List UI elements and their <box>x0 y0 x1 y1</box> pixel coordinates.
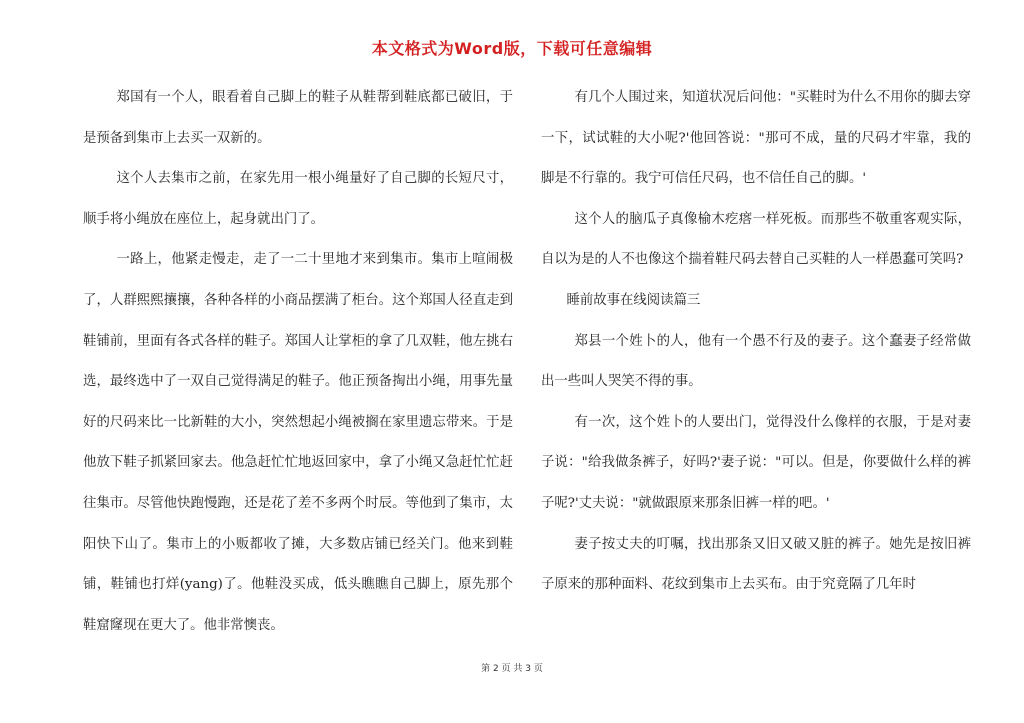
document-header-title: 本文格式为Word版，下载可任意编辑 <box>371 39 653 58</box>
left-text-column <box>83 78 513 646</box>
paragraph: 一路上，他紧走慢走，走了一二十里地才来到集市。集市上喧闹极了，人群熙熙攘攘，各种各样的小商品摆满了柜台。这个郑国人径直走到鞋铺前，里面有各式各样的鞋子。郑国人让掌柜的拿了几双鞋，他左挑右选，最终选中了一双自己觉得满足的鞋子。他正预备掏出小绳，用事先量好的尺码来比一比新鞋的大小，突然想起小绳被搁在家里遗忘带来。于是他放下鞋子抓紧回家去。他急赶忙忙地返回家中，拿了小绳又急赶忙忙赶往集市。尽管他快跑慢跑，还是花了差不多两个时辰。等他到了集市，太阳快下山了。集市上的小贩都收了摊，大多数店铺已经关门。他来到鞋铺，鞋铺也打烊(yang)了。他鞋没买成，低头瞧瞧自己脚上，原先那个鞋窟窿现在更大了。他非常懊丧。 <box>83 252 513 633</box>
page-number: 第 2 页 共 3 页 <box>481 664 543 674</box>
paragraph: 这个人去集市之前，在家先用一根小绳量好了自己脚的长短尺寸，顺手将小绳放在座位上，起身就出门了。 <box>83 171 513 227</box>
paragraph: 妻子按丈夫的叮嘱，找出那条又旧又破又脏的裤子。她先是按旧裤子原来的那种面料、花纹到集市上去买布。由于究竟隔了几年时 <box>541 536 971 593</box>
paragraph: 有几个人围过来，知道状况后问他："买鞋时为什么不用你的脚去穿一下，试试鞋的大小呢?'他回答说："那可不成，量的尺码才牢靠，我的脚是不行靠的。我宁可信任尺码，也不信任自己的脚。' <box>541 90 971 187</box>
paragraph: 郑县一个姓卜的人，他有一个愚不行及的妻子。这个蠢妻子经常做出一些叫人哭笑不得的事。 <box>541 333 971 390</box>
paragraph: 郑国有一个人，眼看着自己脚上的鞋子从鞋帮到鞋底都已破旧，于是预备到集市上去买一双新的。 <box>83 90 513 146</box>
paragraph: 有一次，这个姓卜的人要出门，觉得没什么像样的衣服，于是对妻子说："给我做条裤子，好吗?'妻子说："可以。但是，你要做什么样的裤子呢?'丈夫说："就做跟原来那条旧裤一样的吧。' <box>541 414 971 511</box>
paragraph: 这个人的脑瓜子真像榆木疙瘩一样死板。而那些不敬重客观实际，自以为是的人不也像这个揣着鞋尺码去替自己买鞋的人一样愚蠢可笑吗? <box>541 211 971 268</box>
right-text-column <box>541 78 971 606</box>
section-heading: 睡前故事在线阅读篇三 <box>566 292 701 308</box>
